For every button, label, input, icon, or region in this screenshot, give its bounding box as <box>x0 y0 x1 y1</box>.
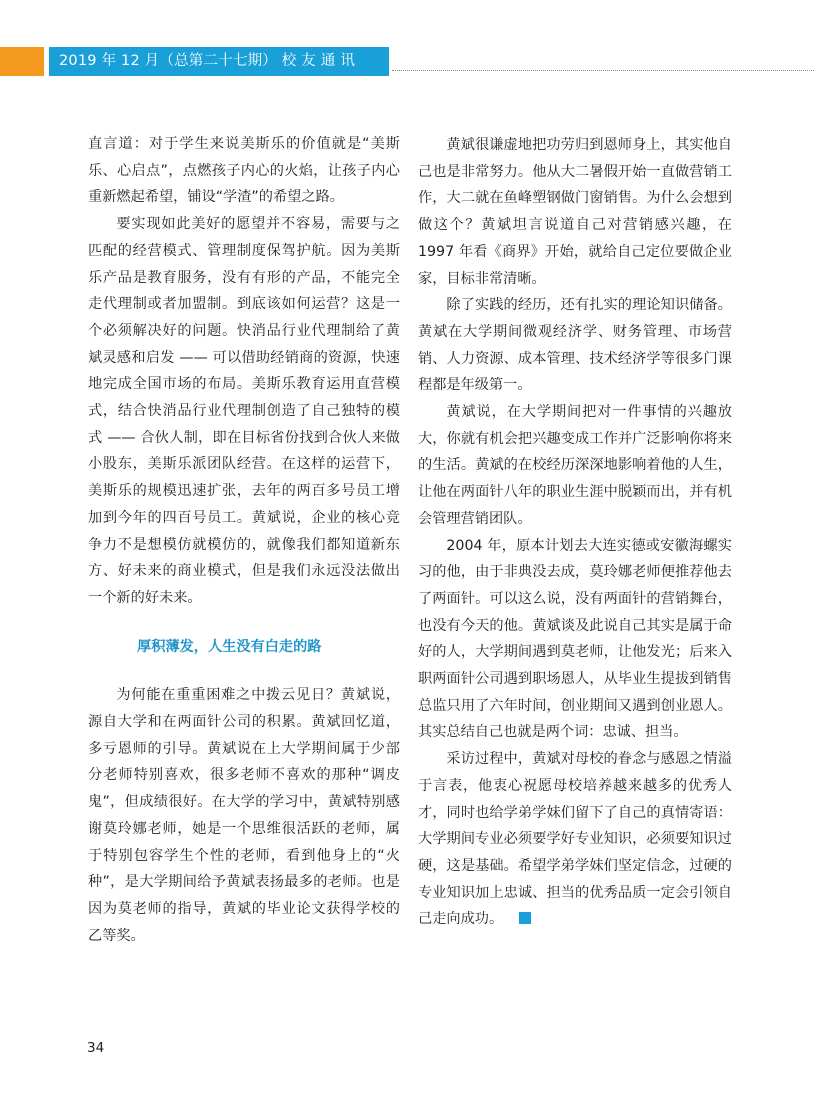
paragraph: 直言道：对于学生来说美斯乐的价值就是“美斯乐、心启点”，点燃孩子内心的火焰，让孩子内心重新燃起希望，铺设“学渣”的希望之路。 <box>88 136 400 206</box>
left-column <box>88 131 400 949</box>
paragraph: 黄斌很谦虚地把功劳归到恩师身上，其实他自己也是非常努力。他从大二暑假开始一直做营销工作，大二就在鱼峰塑钢做门窗销售。为什么会想到做这个？黄斌坦言说道自己对营销感兴趣，在 1997 年看《商界》开始，就给自己定位要做企业家，目标非常清晰。 <box>418 137 732 287</box>
paragraph: 黄斌说，在大学期间把对一件事情的兴趣放大，你就有机会把兴趣变成工作并广泛影响你将来的生活。黄斌的在校经历深深地影响着他的人生，让他在两面针八年的职业生涯中脱颖而出，并有机会管理营销团队。 <box>418 404 732 527</box>
header-dotted-rule <box>392 70 814 71</box>
end-of-article-square-icon <box>519 912 531 924</box>
paragraph-final <box>418 746 732 933</box>
header-orange-tab <box>0 47 44 76</box>
right-column <box>418 132 732 933</box>
section-heading: 厚积薄发，人生没有白走的路 <box>137 638 322 655</box>
paragraph: 要实现如此美好的愿望并不容易，需要与之匹配的经营模式、管理制度保驾护航。因为美斯乐产品是教育服务，没有有形的产品，不能完全走代理制或者加盟制。到底该如何运营？这是一个必须解决好的问题。快消品行业代理制给了黄斌灵感和启发 —— 可以借助经销商的资源，快速地完成全国市场的布局。美斯乐教育运用直营模式，结合快消品行业代理制创造了自己独特的模式 —— 合伙人制，即在目标省份找到合伙人来做小股东，美斯乐派团队经营。在这样的运营下，美斯乐的规模迅速扩张，去年的两百多号员工增加到今年的四百号员工。黄斌说，企业的核心竞争力不是想模仿就模仿的，就像我们都知道新东方、好未来的商业模式，但是我们永远没法做出一个新的好未来。 <box>88 216 400 606</box>
paragraph: 除了实践的经历，还有扎实的理论知识储备。黄斌在大学期间微观经济学、财务管理、市场营销、人力资源、成本管理、技术经济学等很多门课程都是年级第一。 <box>418 297 732 394</box>
paragraph: 2004 年，原本计划去大连实德或安徽海螺实习的他，由于非典没去成，莫玲娜老师便推荐他去了两面针。可以这么说，没有两面针的营销舞台，也没有今天的他。黄斌谈及此说自己其实是属于命好的人，大学期间遇到莫老师，让他发光；后来入职两面针公司遇到职场恩人，从毕业生提拔到销售总监只用了六年时间，创业期间又遇到创业恩人。其实总结自己也就是两个词：忠诚、担当。 <box>418 537 732 741</box>
paragraph: 为何能在重重困难之中拨云见日？黄斌说，源自大学和在两面针公司的积累。黄斌回忆道，多亏恩师的引导。黄斌说在上大学期间属于少部分老师特别喜欢，很多老师不喜欢的那种“调皮鬼”，但成绩很好。在大学的学习中，黄斌特别感谢莫玲娜老师，她是一个思维很活跃的老师，属于特别包容学生个性的老师，看到他身上的“火种”，是大学期间给予黄斌表扬最多的老师。也是因为莫老师的指导，黄斌的毕业论文获得学校的乙等奖。 <box>88 687 400 944</box>
running-header: 2019 年 12 月（总第二十七期） 校 友 通 讯 <box>59 53 356 69</box>
paragraph-final-text: 采访过程中，黄斌对母校的眷念与感恩之情溢于言表，他衷心祝愿母校培养越来越多的优秀人才，同时也给学弟学妹们留下了自己的真情寄语：大学期间专业必须要学好专业知识，必须要知识过硬，这是基础。希望学弟学妹们坚定信念，过硬的专业知识加上忠诚、担当的优秀品质一定会引领自己走向成功。 <box>418 751 732 928</box>
page-number: 34 <box>87 1040 105 1056</box>
